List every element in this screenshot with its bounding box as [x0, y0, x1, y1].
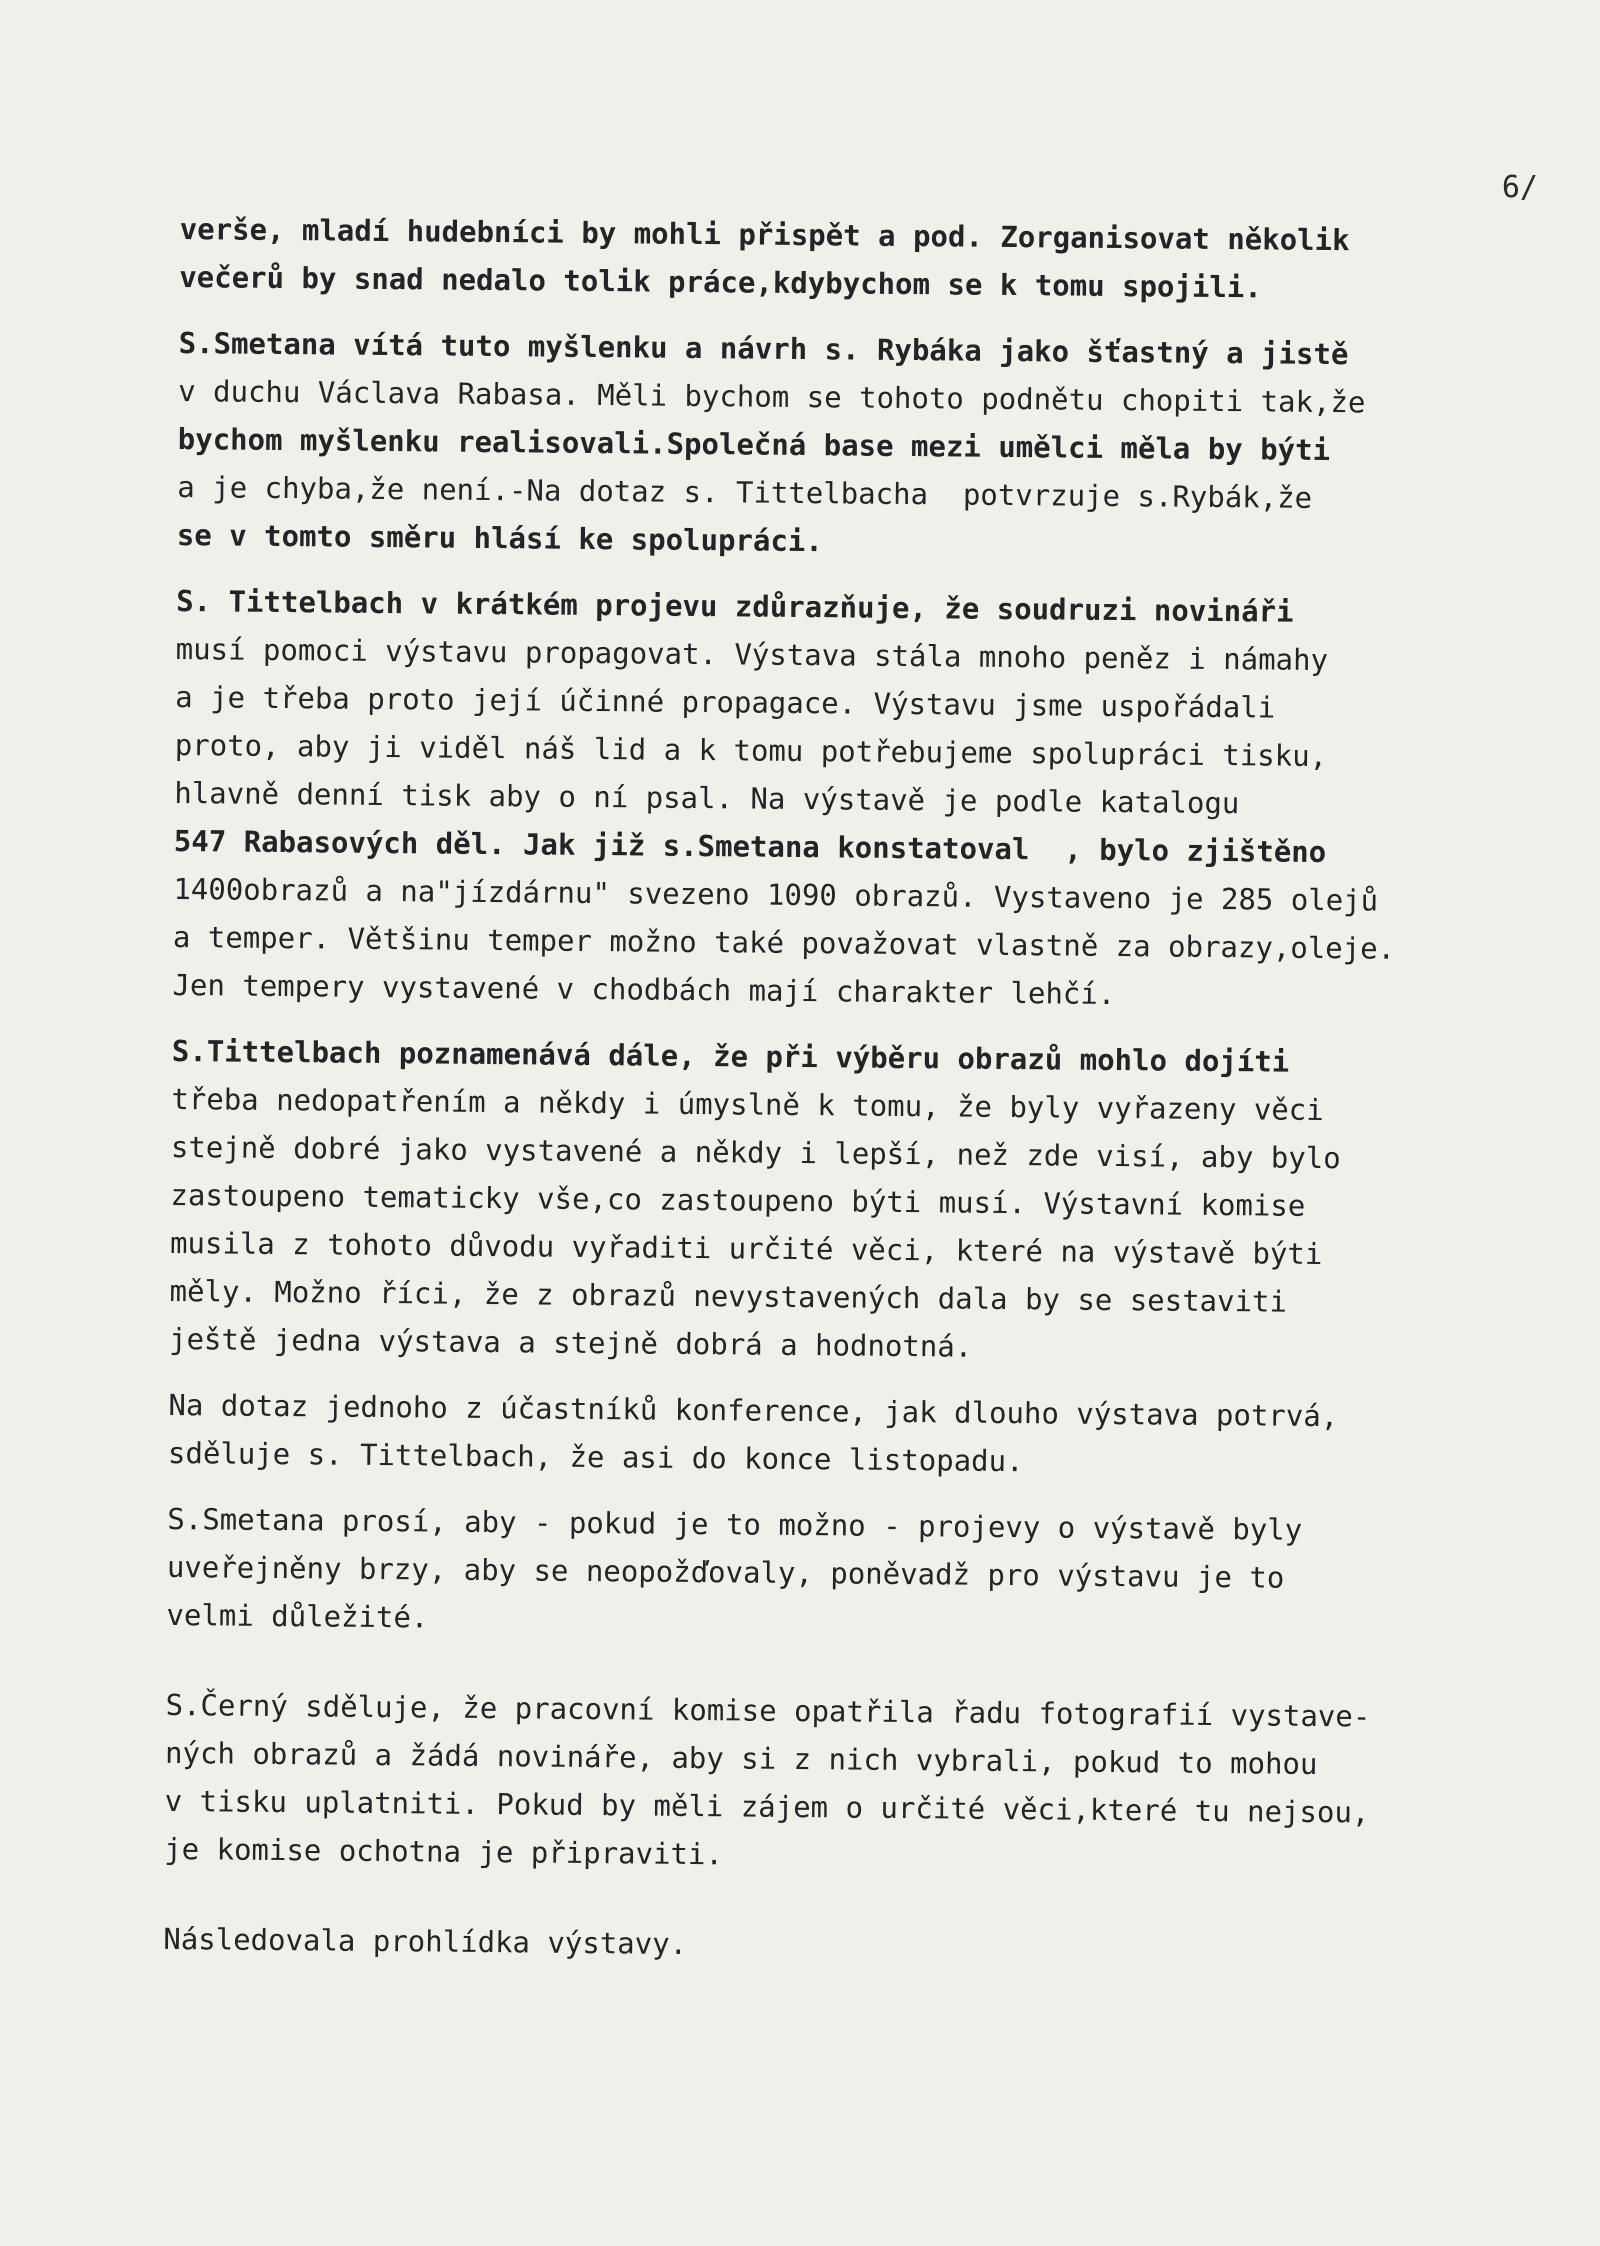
text-line: 1400obrazů a na"jízdárnu" svezeno 1090 obrazů. Vystaveno je 285 olejů [173, 871, 1379, 918]
text-line: S. Tittelbach v krátkém projevu zdůrazňuje, že soudruzi novináři [176, 583, 1294, 629]
text-line: se v tomto směru hlásí ke spolupráci. [176, 517, 823, 559]
text-line: v tisku uplatniti. Pokud by měli zájem o určité věci,které tu nejsou, [164, 1783, 1370, 1830]
text-line: bychom myšlenku realisovali.Společná base mezi umělci měla by býti [177, 421, 1331, 468]
text-line: hlavně denní tisk aby o ní psal. Na výstavě je podle katalogu [174, 775, 1240, 821]
paragraph-8 [163, 1915, 1523, 1976]
text-line: S.Tittelbach poznamenává dále, že při výběru obrazů mohlo dojíti [171, 1033, 1290, 1079]
text-line: v duchu Václava Rabasa. Měli bychom se tohoto podnětu chopiti tak,že [178, 373, 1366, 420]
text-line: S.Černý sděluje, že pracovní komise opatřila řadu fotografií vystave- [165, 1687, 1371, 1734]
paragraph-1 [179, 205, 1540, 314]
text-line: je komise ochotna je připraviti. [164, 1831, 724, 1872]
text-line: verše, mladí hudebníci by mohli přispět a pod. Zorganisovat několik [179, 211, 1350, 258]
text-line: velmi důležité. [166, 1597, 429, 1635]
text-line: proto, aby ji viděl náš lid a k tomu potřebujeme spolupráci tisku, [174, 727, 1328, 774]
paragraph-5 [168, 1381, 1529, 1490]
text-line: S.Smetana prosí, aby - pokud je to možno - projevy o výstavě byly [167, 1501, 1303, 1547]
text-line: Na dotaz jednoho z účastníků konference, jak dlouho výstava potrvá, [168, 1387, 1339, 1434]
text-line: sděluje s. Tittelbach, že asi do konce listopadu. [167, 1435, 1024, 1479]
typed-text-body [163, 205, 1540, 1994]
text-line: a je třeba proto její účinné propagace. Výstavu jsme uspořádali [175, 679, 1276, 725]
text-line: musí pomoci výstavu propagovat. Výstava stála mnoho peněz i námahy [175, 631, 1329, 678]
paragraph-2 [177, 319, 1539, 572]
paragraph-4 [169, 1027, 1532, 1376]
text-line: Následovala prohlídka výstavy. [163, 1921, 688, 1961]
paragraph-6 [166, 1495, 1527, 1652]
text-line: třeba nedopatřením a někdy i úmyslně k tomu, že byly vyřazeny věci [171, 1081, 1324, 1128]
text-line: ných obrazů a žádá novináře, aby si z nich vybrali, pokud to mohou [164, 1735, 1318, 1781]
text-line: zastoupeno tematicky vše,co zastoupeno býti musí. Výstavní komise [170, 1177, 1306, 1223]
text-line: stejně dobré jako vystavené a někdy i lepší, než zde visí, aby bylo [170, 1129, 1341, 1176]
text-line: měly. Možno říci, že z obrazů nevystavených dala by se sestaviti [169, 1273, 1288, 1319]
paragraph-3 [172, 577, 1536, 1022]
text-line: Jen tempery vystavené v chodbách mají charakter lehčí. [172, 967, 1116, 1012]
text-line: musila z tohoto důvodu vyřaditi určité věci, které na výstavě býti [169, 1225, 1323, 1272]
text-line: večerů by snad nedalo tolik práce,kdybychom se k tomu spojili. [179, 259, 1262, 305]
text-line: ještě jedna výstava a stejně dobrá a hodnotná. [168, 1321, 973, 1364]
text-line: a je chyba,že není.-Na dotaz s. Tittelbacha potvrzuje s.Rybák,že [177, 469, 1313, 515]
text-line: a temper. Většinu temper možno také považovat vlastně za obrazy,oleje. [172, 919, 1396, 966]
text-line: uveřejněny brzy, aby se neopožďovaly, poněvadž pro výstavu je to [166, 1549, 1285, 1595]
text-line: S.Smetana vítá tuto myšlenku a návrh s. Rybáka jako šťastný a jistě [178, 325, 1349, 372]
text-line: 547 Rabasových děl. Jak již s.Smetana konstatoval , bylo zjištěno [173, 823, 1327, 870]
page-number: 6/ [1501, 170, 1538, 205]
paragraph-7 [164, 1681, 1526, 1886]
